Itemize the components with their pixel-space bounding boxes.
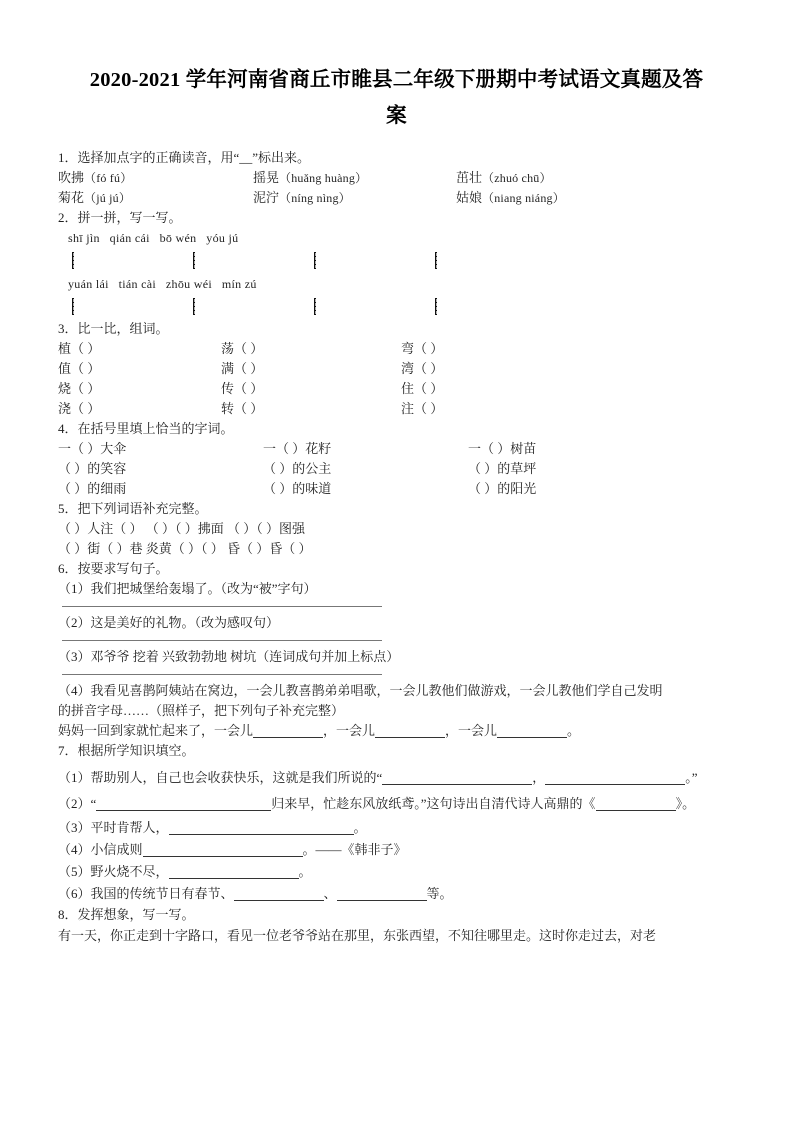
q7-sub-1 <box>58 765 741 791</box>
q1-item: 茁壮（zhuó chū） <box>456 170 552 185</box>
q2-grid-slot <box>72 251 193 272</box>
q2-grid-row-1 <box>58 251 741 272</box>
title-line-1: 2020-2021 学年河南省商丘市睢县二年级下册期中考试语文真题及答 <box>89 69 704 91</box>
q7-sub-5-text: （5）野火烧不尽， <box>58 864 169 879</box>
q4-item: 一（ ）花籽 <box>263 441 332 456</box>
question-3-row <box>58 359 741 379</box>
q7-sub-4-end: 。——《韩非子》 <box>302 842 407 857</box>
q7-sub-5-end: 。 <box>298 864 312 879</box>
q7-sub-1-end: 。” <box>685 770 698 785</box>
q3-item: 满（ ） <box>221 361 264 376</box>
q2-grid-slot <box>314 297 435 318</box>
q3-item: 传（ ） <box>221 381 264 396</box>
q2-grid-slot <box>193 251 314 272</box>
q7-blank[interactable] <box>234 900 324 901</box>
q3-item: 烧（ ） <box>58 381 101 396</box>
q7-sub-2-end: 》。 <box>675 796 696 811</box>
title-line-2: 案 <box>386 105 407 127</box>
q4-item: （ ）的味道 <box>263 481 332 496</box>
q2-grid-slot <box>435 297 556 318</box>
tianzige-box <box>72 252 74 269</box>
tianzige-box <box>314 298 316 315</box>
question-3-heading: 3．比一比，组词。 <box>58 321 169 336</box>
q6-sub-2: （2）这是美好的礼物。（改为感叹句） <box>58 615 280 630</box>
q7-sub-5 <box>58 861 741 883</box>
tianzige-box <box>193 252 195 269</box>
q2-grid-slot <box>314 251 435 272</box>
q4-item: （ ）的阳光 <box>468 481 537 496</box>
q7-blank[interactable] <box>169 834 354 835</box>
q6-sub-1: （1）我们把城堡给轰塌了。（改为“被”字句） <box>58 581 317 596</box>
question-4-row <box>58 479 741 499</box>
question-1-row <box>58 188 741 208</box>
q7-sub-1-sep: ， <box>532 770 546 785</box>
q2-grid-row-2 <box>58 297 741 318</box>
q7-blank[interactable] <box>143 856 303 857</box>
q7-sub-3 <box>58 817 741 839</box>
q7-sub-2-text: （2）“ <box>58 796 97 811</box>
tianzige-box <box>314 252 316 269</box>
q2-grid-slot <box>435 251 556 272</box>
q7-sub-2-mid: 归来早，忙趁东风放纸鸢。”这句诗出自清代诗人高鼎的《 <box>271 796 596 811</box>
question-3 <box>58 319 741 419</box>
q4-item: （ ）的草坪 <box>468 461 537 476</box>
q3-item: 荡（ ） <box>221 341 264 356</box>
q7-blank[interactable] <box>337 900 427 901</box>
q1-item: 姑娘（niang niáng） <box>456 190 565 205</box>
q6-sub-4-end: 。 <box>567 723 581 738</box>
q2-grid-slot <box>72 297 193 318</box>
q6-blank[interactable] <box>375 737 445 738</box>
q7-blank[interactable] <box>596 810 676 811</box>
q6-blank[interactable] <box>497 737 567 738</box>
q6-sub-4-line-1: （4）我看见喜鹊阿姨站在窝边，一会儿教喜鹊弟弟唱歌，一会儿教他们做游戏，一会儿教他们学自己发明 <box>58 683 663 698</box>
q4-item: （ ）的细雨 <box>58 481 127 496</box>
question-4-heading: 4．在括号里填上恰当的字词。 <box>58 421 234 436</box>
q7-sub-3-text: （3）平时肯帮人， <box>58 820 169 835</box>
q3-item: 浇（ ） <box>58 401 101 416</box>
question-5-heading: 5．把下列词语补充完整。 <box>58 501 208 516</box>
q3-item: 转（ ） <box>221 401 264 416</box>
q6-sub-3: （3）邓爷爷 挖着 兴致勃勃地 树坑（连词成句并加上标点） <box>58 649 400 664</box>
q7-blank[interactable] <box>96 810 271 811</box>
q7-sub-1-text: （1）帮助别人，自己也会收获快乐，这就是我们所说的“ <box>58 770 383 785</box>
q4-item: 一（ ）树苗 <box>468 441 537 456</box>
q5-line-2: （ ）街（ ）巷 炎黄（ ）（ ） 昏（ ）昏（ ） <box>58 541 312 556</box>
q7-sub-4-text: （4）小信成则 <box>58 842 143 857</box>
q3-item: 湾（ ） <box>401 361 444 376</box>
q3-item: 住（ ） <box>401 381 444 396</box>
q1-item: 菊花（jú jú） <box>58 190 132 205</box>
q7-sub-2 <box>58 791 741 817</box>
question-3-row <box>58 379 741 399</box>
q7-sub-6 <box>58 883 741 905</box>
question-3-row <box>58 339 741 359</box>
q3-item: 值（ ） <box>58 361 101 376</box>
tianzige-box <box>72 298 74 315</box>
question-5 <box>58 499 741 559</box>
q3-item: 植（ ） <box>58 341 101 356</box>
tianzige-box <box>435 298 437 315</box>
q6-sub-4-line-3 <box>58 721 741 741</box>
q7-blank[interactable] <box>545 784 685 785</box>
question-3-row <box>58 399 741 419</box>
question-4-row <box>58 439 741 459</box>
question-1-heading: 1．选择加点字的正确读音，用“__”标出来。 <box>58 150 311 165</box>
q7-sub-3-end: 。 <box>353 820 367 835</box>
tianzige-box <box>435 252 437 269</box>
q7-sub-6-sep: 、 <box>323 886 337 901</box>
q3-item: 注（ ） <box>401 401 444 416</box>
question-8-heading: 8．发挥想象，写一写。 <box>58 907 195 922</box>
q6-sub-4-line-2: 的拼音字母……（照样子，把下列句子补充完整） <box>58 703 345 718</box>
question-7 <box>58 741 741 905</box>
tianzige-box <box>193 298 195 315</box>
page-title <box>0 0 793 134</box>
q6-sub-4-prompt: 妈妈一回到家就忙起来了，一会儿 <box>58 723 254 738</box>
question-2-heading: 2．拼一拼，写一写。 <box>58 210 182 225</box>
q4-item: （ ）的笑容 <box>58 461 127 476</box>
q7-blank[interactable] <box>382 784 532 785</box>
question-2 <box>58 208 741 317</box>
q3-item: 弯（ ） <box>401 341 444 356</box>
q1-item: 摇晃（huǎng huàng） <box>253 170 368 185</box>
q1-item: 泥泞（níng nìng） <box>253 190 351 205</box>
q2-pinyin-row-1: shī jìn qián cái bō wén yóu jú <box>68 231 239 245</box>
question-6-heading: 6．按要求写句子。 <box>58 561 169 576</box>
q8-paragraph: 有一天，你正走到十字路口，看见一位老爷爷站在那里，东张西望，不知往哪里走。这时你走过去，对老 <box>58 928 657 943</box>
q1-item: 吹拂（fó fú） <box>58 170 133 185</box>
exam-body <box>0 134 793 946</box>
question-4 <box>58 419 741 499</box>
question-8 <box>58 905 741 946</box>
q6-sub-4-sep-2: ，一会儿 <box>445 723 498 738</box>
q4-item: （ ）的公主 <box>263 461 332 476</box>
question-7-heading: 7．根据所学知识填空。 <box>58 743 195 758</box>
question-1-row <box>58 168 741 188</box>
question-1 <box>58 148 741 208</box>
question-6 <box>58 559 741 741</box>
q6-sub-4-sep-1: ，一会儿 <box>323 723 376 738</box>
q7-sub-6-end: 等。 <box>426 886 453 901</box>
q7-sub-4 <box>58 839 741 861</box>
q7-blank[interactable] <box>169 878 299 879</box>
q7-sub-6-text: （6）我国的传统节日有春节、 <box>58 886 234 901</box>
q6-answer-line[interactable] <box>62 606 382 607</box>
q5-line-1: （ ）人注（ ） （ ）（ ）拂面 （ ）（ ）图强 <box>58 521 306 536</box>
q2-pinyin-row-2: yuán lái tián cài zhōu wéi mín zú <box>68 276 257 291</box>
q2-grid-slot <box>193 297 314 318</box>
q4-item: 一（ ）大伞 <box>58 441 127 456</box>
q6-answer-line[interactable] <box>62 640 382 641</box>
question-4-row <box>58 459 741 479</box>
q6-answer-line[interactable] <box>62 674 382 675</box>
q6-blank[interactable] <box>253 737 323 738</box>
